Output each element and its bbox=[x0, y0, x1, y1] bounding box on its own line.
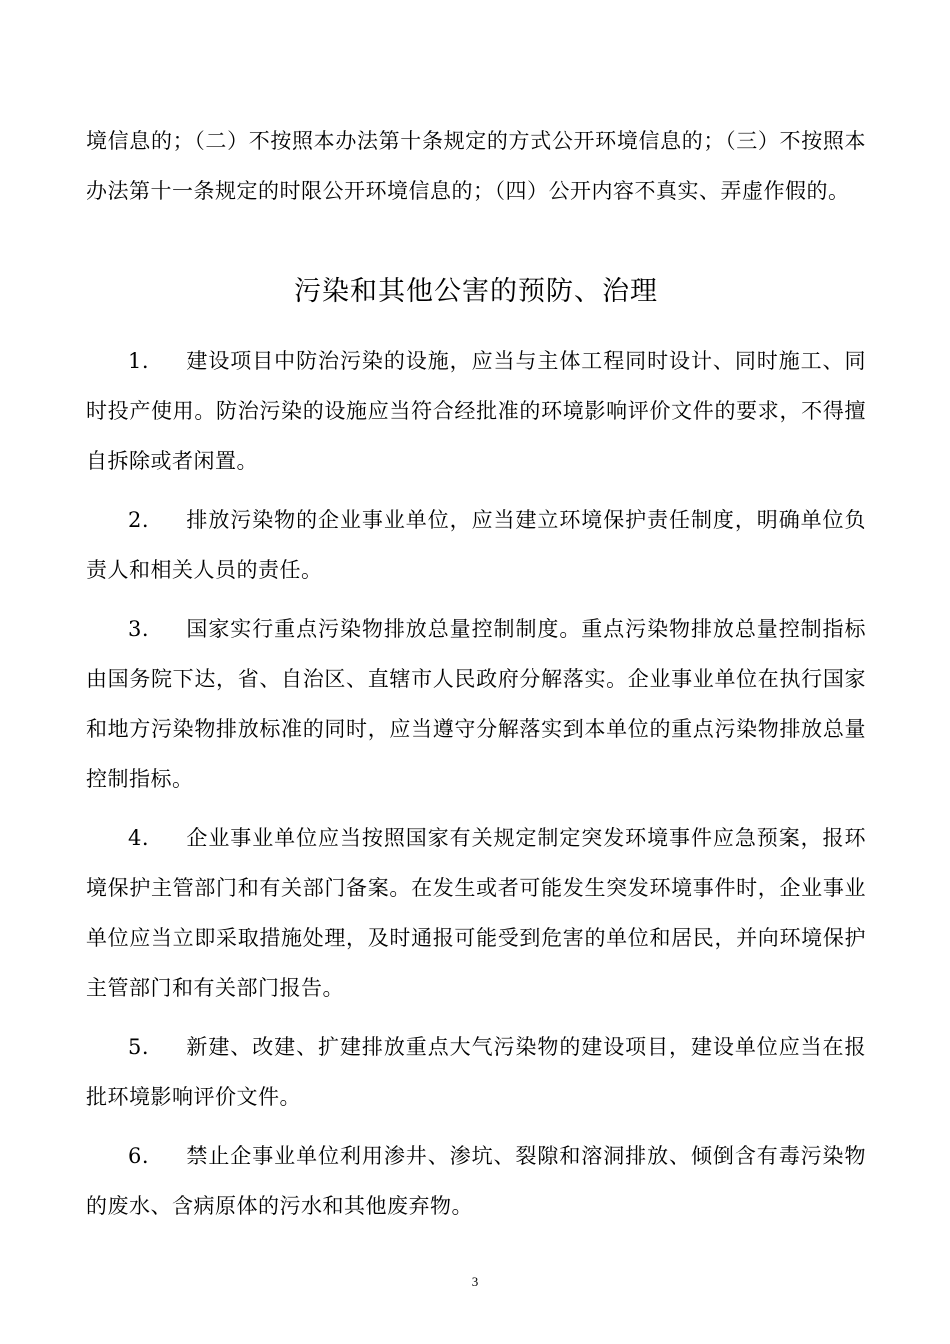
document-page bbox=[86, 116, 866, 1240]
item-text: 禁止企事业单位利用渗井、渗坑、裂隙和溶洞排放、倾倒含有毒污染物的废水、含病原体的污水和其他废弃物。 bbox=[86, 1144, 866, 1218]
item-number: 2. bbox=[128, 508, 150, 532]
item-text: 排放污染物的企业事业单位，应当建立环境保护责任制度，明确单位负责人和相关人员的责任。 bbox=[86, 508, 866, 582]
list-item-2 bbox=[86, 495, 866, 595]
item-text: 建设项目中防治污染的设施，应当与主体工程同时设计、同时施工、同时投产使用。防治污染的设施应当符合经批准的环境影响评价文件的要求，不得擅自拆除或者闲置。 bbox=[86, 349, 866, 473]
list-item-3 bbox=[86, 604, 866, 804]
item-text: 国家实行重点污染物排放总量控制制度。重点污染物排放总量控制指标由国务院下达，省、自治区、直辖市人民政府分解落实。企业事业单位在执行国家和地方污染物排放标准的同时，应当遵守分解落实到本单位的重点污染物排放总量控制指标。 bbox=[86, 617, 866, 791]
item-text: 企业事业单位应当按照国家有关规定制定突发环境事件应急预案，报环境保护主管部门和有关部门备案。在发生或者可能发生突发环境事件时，企业事业单位应当立即采取措施处理，及时通报可能受到危害的单位和居民，并向环境保护主管部门和有关部门报告。 bbox=[86, 826, 866, 1000]
item-number: 1. bbox=[128, 349, 150, 373]
item-number: 6. bbox=[128, 1144, 150, 1168]
list-item-4 bbox=[86, 813, 866, 1013]
list-item-5 bbox=[86, 1022, 866, 1122]
list-item-6 bbox=[86, 1131, 866, 1231]
item-number: 4. bbox=[128, 826, 150, 850]
intro-paragraph: 境信息的；（二）不按照本办法第十条规定的方式公开环境信息的；（三）不按照本办法第十一条规定的时限公开环境信息的；（四）公开内容不真实、弄虚作假的。 bbox=[86, 129, 866, 203]
item-number: 5. bbox=[128, 1035, 150, 1059]
item-number: 3. bbox=[128, 617, 150, 641]
section-title: 污染和其他公害的预防、治理 bbox=[294, 276, 658, 307]
page-number: 3 bbox=[471, 1274, 479, 1289]
list-item-1 bbox=[86, 336, 866, 486]
item-text: 新建、改建、扩建排放重点大气污染物的建设项目，建设单位应当在报批环境影响评价文件。 bbox=[86, 1035, 866, 1109]
